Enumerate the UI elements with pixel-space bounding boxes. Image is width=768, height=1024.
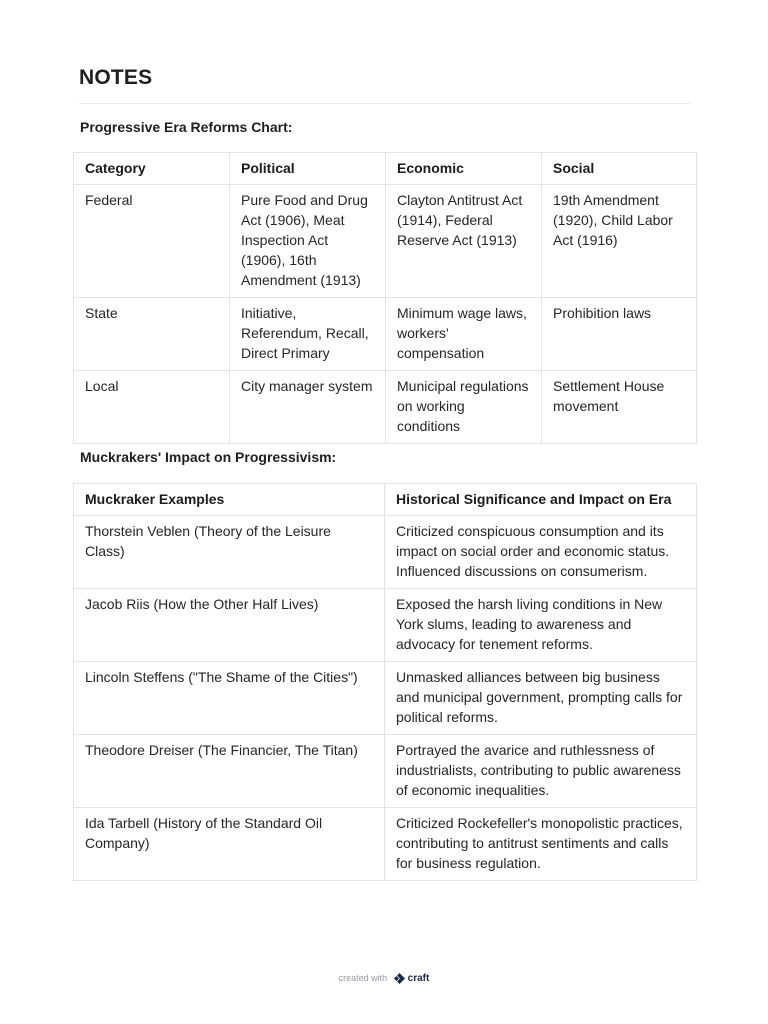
column-header: Historical Significance and Impact on Era <box>385 484 697 516</box>
table-cell: Prohibition laws <box>542 298 697 371</box>
table-cell: Theodore Dreiser (The Financier, The Titan) <box>74 735 385 808</box>
table-cell: Pure Food and Drug Act (1906), Meat Inspection Act (1906), 16th Amendment (1913) <box>230 185 386 298</box>
craft-logo-icon <box>393 972 406 985</box>
title-divider <box>79 103 690 104</box>
table-cell: Thorstein Veblen (Theory of the Leisure Class) <box>74 516 385 589</box>
table-cell: Unmasked alliances between big business and municipal government, prompting calls for political reforms. <box>385 662 697 735</box>
table-row <box>74 735 697 808</box>
column-header: Economic <box>386 153 542 185</box>
table-cell: Jacob Riis (How the Other Half Lives) <box>74 589 385 662</box>
table-cell: Ida Tarbell (History of the Standard Oil Company) <box>74 808 385 881</box>
reforms-heading: Progressive Era Reforms Chart: <box>80 119 293 135</box>
table-cell: Lincoln Steffens ("The Shame of the Cities") <box>74 662 385 735</box>
table-cell: Minimum wage laws, workers' compensation <box>386 298 542 371</box>
table-header-row <box>74 153 697 185</box>
craft-link[interactable] <box>393 972 430 985</box>
table-cell: City manager system <box>230 371 386 444</box>
table-row <box>74 371 697 444</box>
table-cell: Municipal regulations on working conditions <box>386 371 542 444</box>
page-title: NOTES <box>79 66 153 89</box>
table-row <box>74 185 697 298</box>
table-row <box>74 589 697 662</box>
column-header: Political <box>230 153 386 185</box>
table-cell: Local <box>74 371 230 444</box>
table-cell: Settlement House movement <box>542 371 697 444</box>
table-cell: 19th Amendment (1920), Child Labor Act (1916) <box>542 185 697 298</box>
table-row <box>74 516 697 589</box>
table-cell: Exposed the harsh living conditions in New York slums, leading to awareness and advocacy for tenement reforms. <box>385 589 697 662</box>
column-header: Muckraker Examples <box>74 484 385 516</box>
table-cell: Federal <box>74 185 230 298</box>
table-cell: State <box>74 298 230 371</box>
reforms-table <box>73 152 697 444</box>
table-row <box>74 808 697 881</box>
muckrakers-heading: Muckrakers' Impact on Progressivism: <box>80 449 337 465</box>
footer <box>0 972 768 985</box>
table-row <box>74 298 697 371</box>
table-cell: Portrayed the avarice and ruthlessness of industrialists, contributing to public awareness of economic inequalities. <box>385 735 697 808</box>
craft-brand-name: craft <box>407 973 430 984</box>
table-row <box>74 662 697 735</box>
column-header: Category <box>74 153 230 185</box>
table-cell: Criticized Rockefeller's monopolistic practices, contributing to antitrust sentiments and calls for business regulation. <box>385 808 697 881</box>
table-cell: Initiative, Referendum, Recall, Direct Primary <box>230 298 386 371</box>
muckrakers-table <box>73 483 697 881</box>
table-cell: Clayton Antitrust Act (1914), Federal Reserve Act (1913) <box>386 185 542 298</box>
created-with-label: created with <box>338 972 388 983</box>
table-cell: Criticized conspicuous consumption and its impact on social order and economic status. Influenced discussions on consumerism. <box>385 516 697 589</box>
column-header: Social <box>542 153 697 185</box>
table-header-row <box>74 484 697 516</box>
